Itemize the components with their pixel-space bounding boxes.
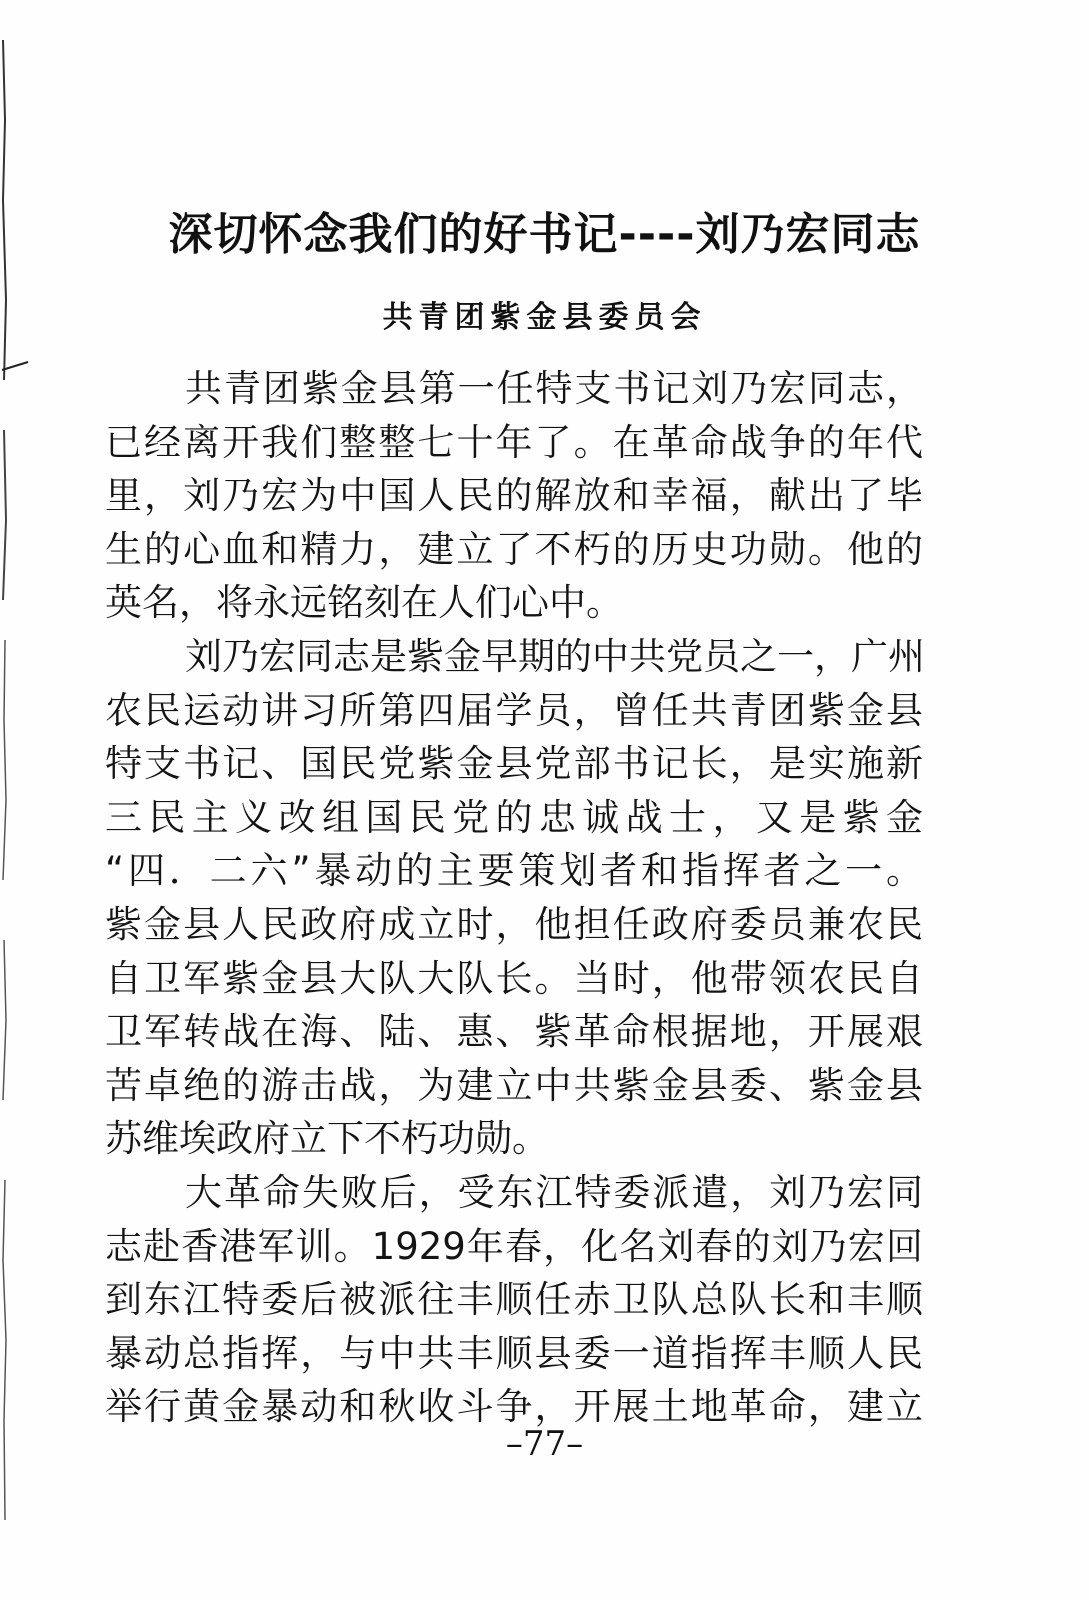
- paragraph-3: [105, 1166, 923, 1434]
- paragraph-2: [105, 630, 923, 1166]
- text-line: 农民运动讲习所第四届学员，曾任共青团紫金县: [105, 688, 923, 732]
- article-body: [105, 362, 923, 1434]
- article-title: 深切怀念我们的好书记----刘乃宏同志: [168, 209, 921, 260]
- text-line: “四．二六”暴动的主要策划者和指挥者之一。: [105, 849, 923, 893]
- text-line: 紫金县人民政府成立时，他担任政府委员兼农民: [105, 902, 923, 946]
- text-line: 举行黄金暴动和秋收斗争，开展土地革命，建立: [105, 1385, 923, 1429]
- text-line: 自卫军紫金县大队大队长。当时，他带领农民自: [105, 956, 923, 1000]
- text-line: 苏维埃政府立下不朽功勋。: [105, 1117, 549, 1161]
- text-line: 大革命失败后，受东江特委派遣，刘乃宏同: [185, 1170, 923, 1214]
- text-line: 卫军转战在海、陆、惠、紫革命根据地，开展艰: [105, 1010, 923, 1054]
- text-line: 已经离开我们整整七十年了。在革命战争的年代: [105, 420, 923, 464]
- text-line: 暴动总指挥，与中共丰顺县委一道指挥丰顺人民: [105, 1331, 923, 1375]
- text-line: 英名，将永远铭刻在人们心中。: [105, 581, 623, 625]
- text-line: 特支书记、国民党紫金县党部书记长，是实施新: [105, 742, 923, 786]
- text-line: 里，刘乃宏为中国人民的解放和幸福，献出了毕: [105, 474, 923, 518]
- text-line: 三民主义改组国民党的忠诚战士，又是紫金: [105, 795, 923, 839]
- text-line: 共青团紫金县第一任特支书记刘乃宏同志，: [185, 367, 923, 410]
- text-line: 志赴香港军训。1929年春，化名刘春的刘乃宏回: [105, 1224, 923, 1268]
- text-line: 苦卓绝的游击战，为建立中共紫金县委、紫金县: [105, 1063, 923, 1107]
- page-number: –77–: [505, 1424, 584, 1464]
- text-line: 生的心血和精力，建立了不朽的历史功勋。他的: [105, 527, 923, 571]
- text-line: 到东江特委后被派往丰顺任赤卫队总队长和丰顺: [105, 1278, 923, 1322]
- article-author: 共青团紫金县委员会: [382, 300, 707, 335]
- paragraph-1: [105, 362, 923, 630]
- text-line: 刘乃宏同志是紫金早期的中共党员之一，广州: [185, 634, 925, 678]
